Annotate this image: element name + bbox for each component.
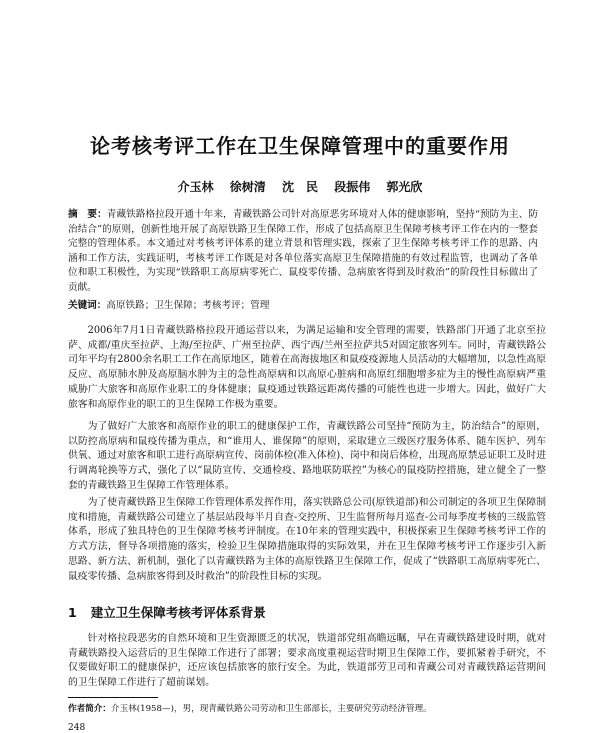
paragraph-text: 为了做好广大旅客和高原作业的职工的健康保护工作，青藏铁路公司坚持“预防为主，防治结合”的原则，以防控高原病和鼠疫传播为重点，和“谁用人、谁保障”的原则，采取建立三级医疗服务体系、随车医护、列车供氧、通过对旅客和职工进行高原病宣传、岗前体检(准入体检)、岗中和岗后体检，出现高原禁忌证职工及时进行调离轮换等方式，强化了以“鼠防宣传、交通检疫、路地联防联控”为核心的鼠疫防控措施，建立健全了一整套的青藏铁路卫生保障工作管理体系。: [68, 421, 546, 491]
body-paragraph: [68, 420, 546, 494]
author-list: [0, 178, 600, 195]
author-name: 介玉林: [177, 180, 214, 194]
section-title: 建立卫生保障考核考评体系背景: [90, 605, 266, 620]
abstract-label: 摘 要：: [68, 209, 107, 220]
keywords: [68, 297, 538, 311]
paragraph-text: 为了使青藏铁路卫生保障工作管理体系发挥作用，落实铁路总公司(原铁道部)和公司制定的各项卫生保障制度和措施，青藏铁路公司建立了基层站段每半月自查-交控所、卫生监督所每月巡查-公司每季度考核的三级监管体系，形成了独具特色的卫生保障考核考评制度。在10年来的管理实践中，积极探索卫生保障考核考评工作的方式方法，督导各项措施的落实，检验卫生保障措施取得的实际效果，并在卫生保障考核考评工作逐步引入新思路、新方法、新机制，强化了以青藏铁路为主体的高原铁路卫生保障工作，促成了“铁路职工高原病零死亡、鼠疫零传播、急病旅客得到及时救治”的阶段性目标的实现。: [68, 497, 546, 582]
author-name: 段振伟: [334, 180, 371, 194]
keywords-label: 关键词：: [68, 300, 107, 311]
body-paragraph: [68, 324, 546, 412]
section-number: 1: [68, 605, 77, 620]
paragraph-text: 针对格拉段恶劣的自然环境和卫生资源匮乏的状况，铁道部党组高瞻远瞩，早在青藏铁路建设时期，就对青藏铁路投入运营后的卫生保障工作进行了部署；要求高度重视运营时期卫生保障工作，要抓紧着手研究，不仅要做好职工的健康保护，还应该包括旅客的旅行安全。为此，铁道部劳卫司和青藏公司对青藏铁路运营期间的卫生保障工作进行了超前谋划。: [68, 633, 546, 689]
abstract-text: 青藏铁路格拉段开通十年来，青藏铁路公司针对高原恶劣环境对人体的健康影响，坚持“预防为主、防治结合”的原则，创新性地开展了高原铁路卫生保障工作，形成了包括高原卫生保障考核考评工作在内的一整套完整的管理体系。本文通过对考核考评体系的建立背景和管理实践，探索了卫生保障考核考评工作的思路、内涵和工作方法，实践证明，考核考评工作既是对各单位落实高原卫生保障措施的有效过程监管，也调动了各单位和职工积极性，为实现“铁路职工高原病零死亡、鼠疫零传播、急病旅客得到及时救治”的阶段性目标做出了贡献。: [68, 209, 539, 293]
paper-title: 论考核考评工作在卫生保障管理中的重要作用: [90, 134, 510, 158]
keywords-text: 高原铁路；卫生保障；考核考评；管理: [106, 300, 270, 311]
author-name: 徐树清: [229, 180, 266, 194]
section-heading: [68, 603, 266, 621]
footnote-divider: [68, 697, 158, 698]
abstract: [68, 208, 538, 295]
body-paragraph: [68, 496, 546, 584]
author-name: 沈 民: [281, 180, 318, 194]
paragraph-text: 2006年7月1日青藏铁路格拉段开通运营以来，为满足运输和安全管理的需要，铁路部门开通了北京至拉萨、成都/重庆至拉萨、上海/至拉萨、广州至拉萨、西宁西/兰州至拉萨共5对固定旅客列车。同时，青藏铁路公司年平均有2800余名职工工作在高原地区，随着在高海拔地区和鼠疫疫源地人员活动的大幅增加，以急性高原反应、高原肺水肿及高原脑水肿为主的急性高原病和以高原心脏病和高原红细胞增多症为主的慢性高原病严重威胁广大旅客和高原作业职工的身体健康；鼠疫通过铁路远距离传播的可能性也进一步增大。因此，做好广大旅客和高原作业的职工的卫生保障工作极为重要。: [68, 325, 546, 410]
footnote-label: 作者简介：: [68, 704, 111, 714]
page-number: 248: [68, 723, 86, 733]
body-paragraph: [68, 632, 546, 691]
footnote-text: 介玉林(1958—)，男，现青藏铁路公司劳动和卫生部部长，主要研究劳动经济管理。: [110, 704, 432, 714]
author-name: 郭光欣: [386, 180, 423, 194]
author-footnote: [68, 702, 548, 714]
